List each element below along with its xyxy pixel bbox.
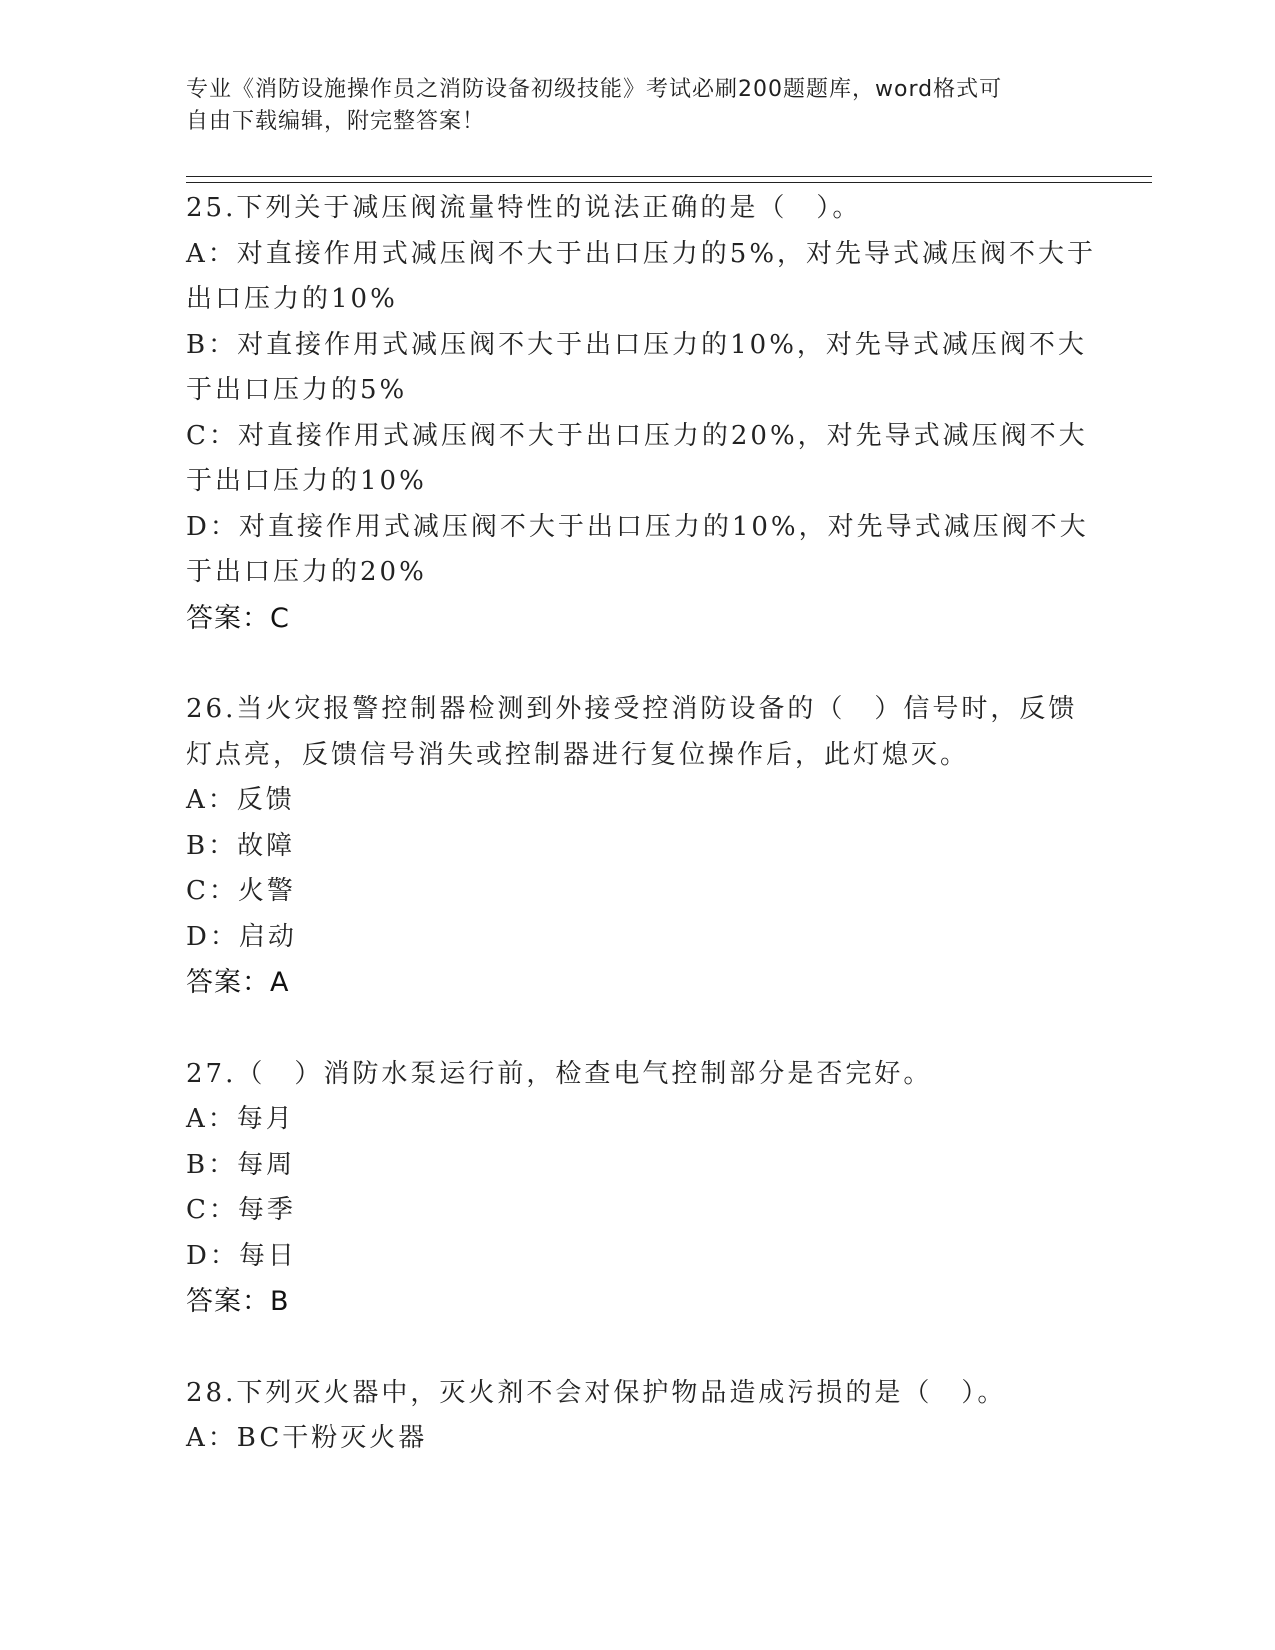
option-line: D：对直接作用式减压阀不大于出口压力的10%，对先导式减压阀不大 bbox=[186, 511, 1089, 542]
option-line: C：对直接作用式减压阀不大于出口压力的20%，对先导式减压阀不大 bbox=[186, 420, 1088, 451]
option-line: A：BC干粉灭火器 bbox=[186, 1423, 428, 1453]
question-stem: 灯点亮，反馈信号消失或控制器进行复位操作后，此灯熄灭。 bbox=[186, 739, 970, 770]
header-divider-bottom bbox=[186, 182, 1152, 183]
answer-line: 答案：A bbox=[186, 967, 290, 998]
option-line: D：每日 bbox=[186, 1240, 297, 1271]
question-list bbox=[186, 186, 1097, 1508]
option-line: A：每月 bbox=[186, 1104, 295, 1134]
header-divider-top bbox=[186, 176, 1152, 177]
header-line-1: 专业《消防设施操作员之消防设备初级技能》考试必刷200题题库，word格式可 bbox=[186, 77, 1003, 102]
option-line: B：对直接作用式减压阀不大于出口压力的10%，对先导式减压阀不大 bbox=[186, 329, 1087, 360]
question-stem: 27.（ ）消防水泵运行前，检查电气控制部分是否完好。 bbox=[186, 1058, 933, 1089]
question-block bbox=[186, 186, 1097, 641]
option-line: 于出口压力的20% bbox=[186, 557, 427, 587]
option-line: B：故障 bbox=[186, 830, 296, 861]
option-line: A：反馈 bbox=[186, 785, 295, 815]
document-header bbox=[186, 74, 1066, 138]
answer-line: 答案：B bbox=[186, 1286, 290, 1317]
option-line: D：启动 bbox=[186, 921, 297, 952]
question-stem: 25.下列关于减压阀流量特性的说法正确的是（ ）。 bbox=[186, 193, 862, 223]
option-line: C：每季 bbox=[186, 1195, 296, 1225]
option-line: 于出口压力的10% bbox=[186, 466, 427, 496]
option-line: 于出口压力的5% bbox=[186, 375, 408, 405]
question-block bbox=[186, 687, 1086, 1006]
option-line: A：对直接作用式减压阀不大于出口压力的5%，对先导式减压阀不大于 bbox=[186, 238, 1097, 269]
option-line: 出口压力的10% bbox=[186, 284, 398, 314]
answer-line: 答案：C bbox=[186, 602, 290, 634]
question-stem: 28.下列灭火器中，灭火剂不会对保护物品造成污损的是（ ）。 bbox=[186, 1377, 1007, 1408]
option-line: B：每周 bbox=[186, 1149, 296, 1180]
question-block bbox=[186, 1371, 1086, 1462]
question-stem: 26.当火灾报警控制器检测到外接受控消防设备的（ ）信号时，反馈 bbox=[186, 694, 1078, 724]
option-line: C：火警 bbox=[186, 876, 296, 906]
question-block bbox=[186, 1052, 1086, 1325]
header-line-2: 自由下载编辑，附完整答案！ bbox=[186, 109, 486, 134]
